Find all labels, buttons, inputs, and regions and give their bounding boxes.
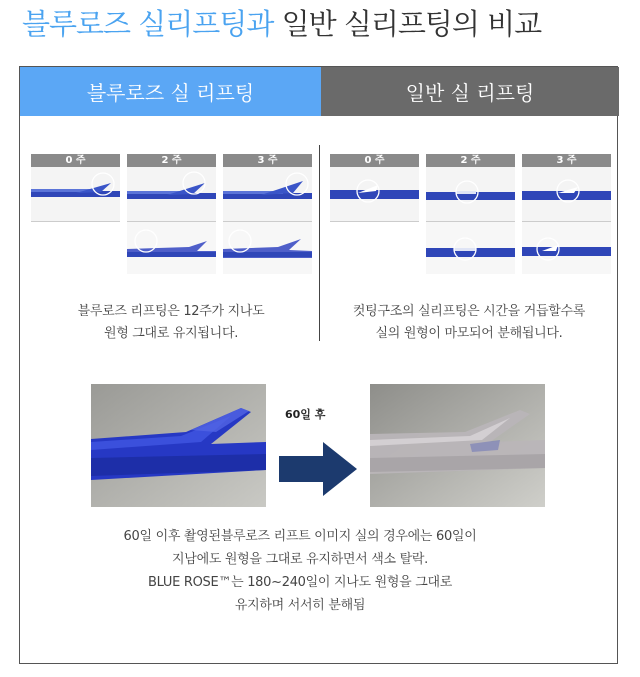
week-label: 3 주 [522,154,611,167]
thread-photo [31,167,120,274]
left-week3-cell [223,154,312,274]
caption-line: 블루로즈 리프팅은 12주가 지나도 [77,304,265,319]
page-title-highlight: 블루로즈 실리프팅과 [22,7,274,41]
normal-thread-60day-photo [370,384,545,507]
column-divider [319,145,320,341]
blue-rose-caption [30,301,312,345]
right-week2-cell [426,154,515,274]
comparison-explanation [60,525,540,617]
page-title-rest: 일반 실리프팅의 비교 [281,7,542,41]
right-week3-cell [522,154,611,274]
right-arrow-icon [279,442,357,496]
comparison-panel [19,66,618,664]
thread-photo [223,167,312,274]
week-label: 0 주 [31,154,120,167]
thread-photo [127,167,216,274]
normal-thread-caption [324,301,614,345]
left-week0-cell [31,154,120,274]
right-week0-cell [330,154,419,274]
week-label: 2 주 [127,154,216,167]
week-label: 3 주 [223,154,312,167]
thread-photo [330,167,419,274]
explanation-line: 유지하며 서서히 분해됨 [234,598,366,613]
left-week2-cell [127,154,216,274]
blue-rose-column-header: 블루로즈 실 리프팅 [20,67,321,116]
explanation-line: 60일 이후 촬영된블루로즈 리프트 이미지 실의 경우에는 60일이 [123,529,477,544]
thread-photo [522,167,611,274]
blue-rose-60day-photo [91,384,266,507]
normal-thread-column-header: 일반 실 리프팅 [321,67,619,116]
week-label: 2 주 [426,154,515,167]
caption-line: 원형 그대로 유지됩니다. [103,326,239,341]
caption-line: 컷팅구조의 실리프팅은 시간을 거듭할수록 [352,304,586,319]
after-60-days-label: 60일 후 [285,408,326,421]
page-title [22,2,541,43]
caption-line: 실의 원형이 마모되어 분해됩니다. [375,326,563,341]
explanation-line: 지남에도 원형을 그대로 유지하면서 색소 탈락. [172,552,428,567]
week-label: 0 주 [330,154,419,167]
thread-photo [426,167,515,274]
explanation-line: BLUE ROSE™는 180~240일이 지나도 원형을 그대로 [148,575,452,590]
